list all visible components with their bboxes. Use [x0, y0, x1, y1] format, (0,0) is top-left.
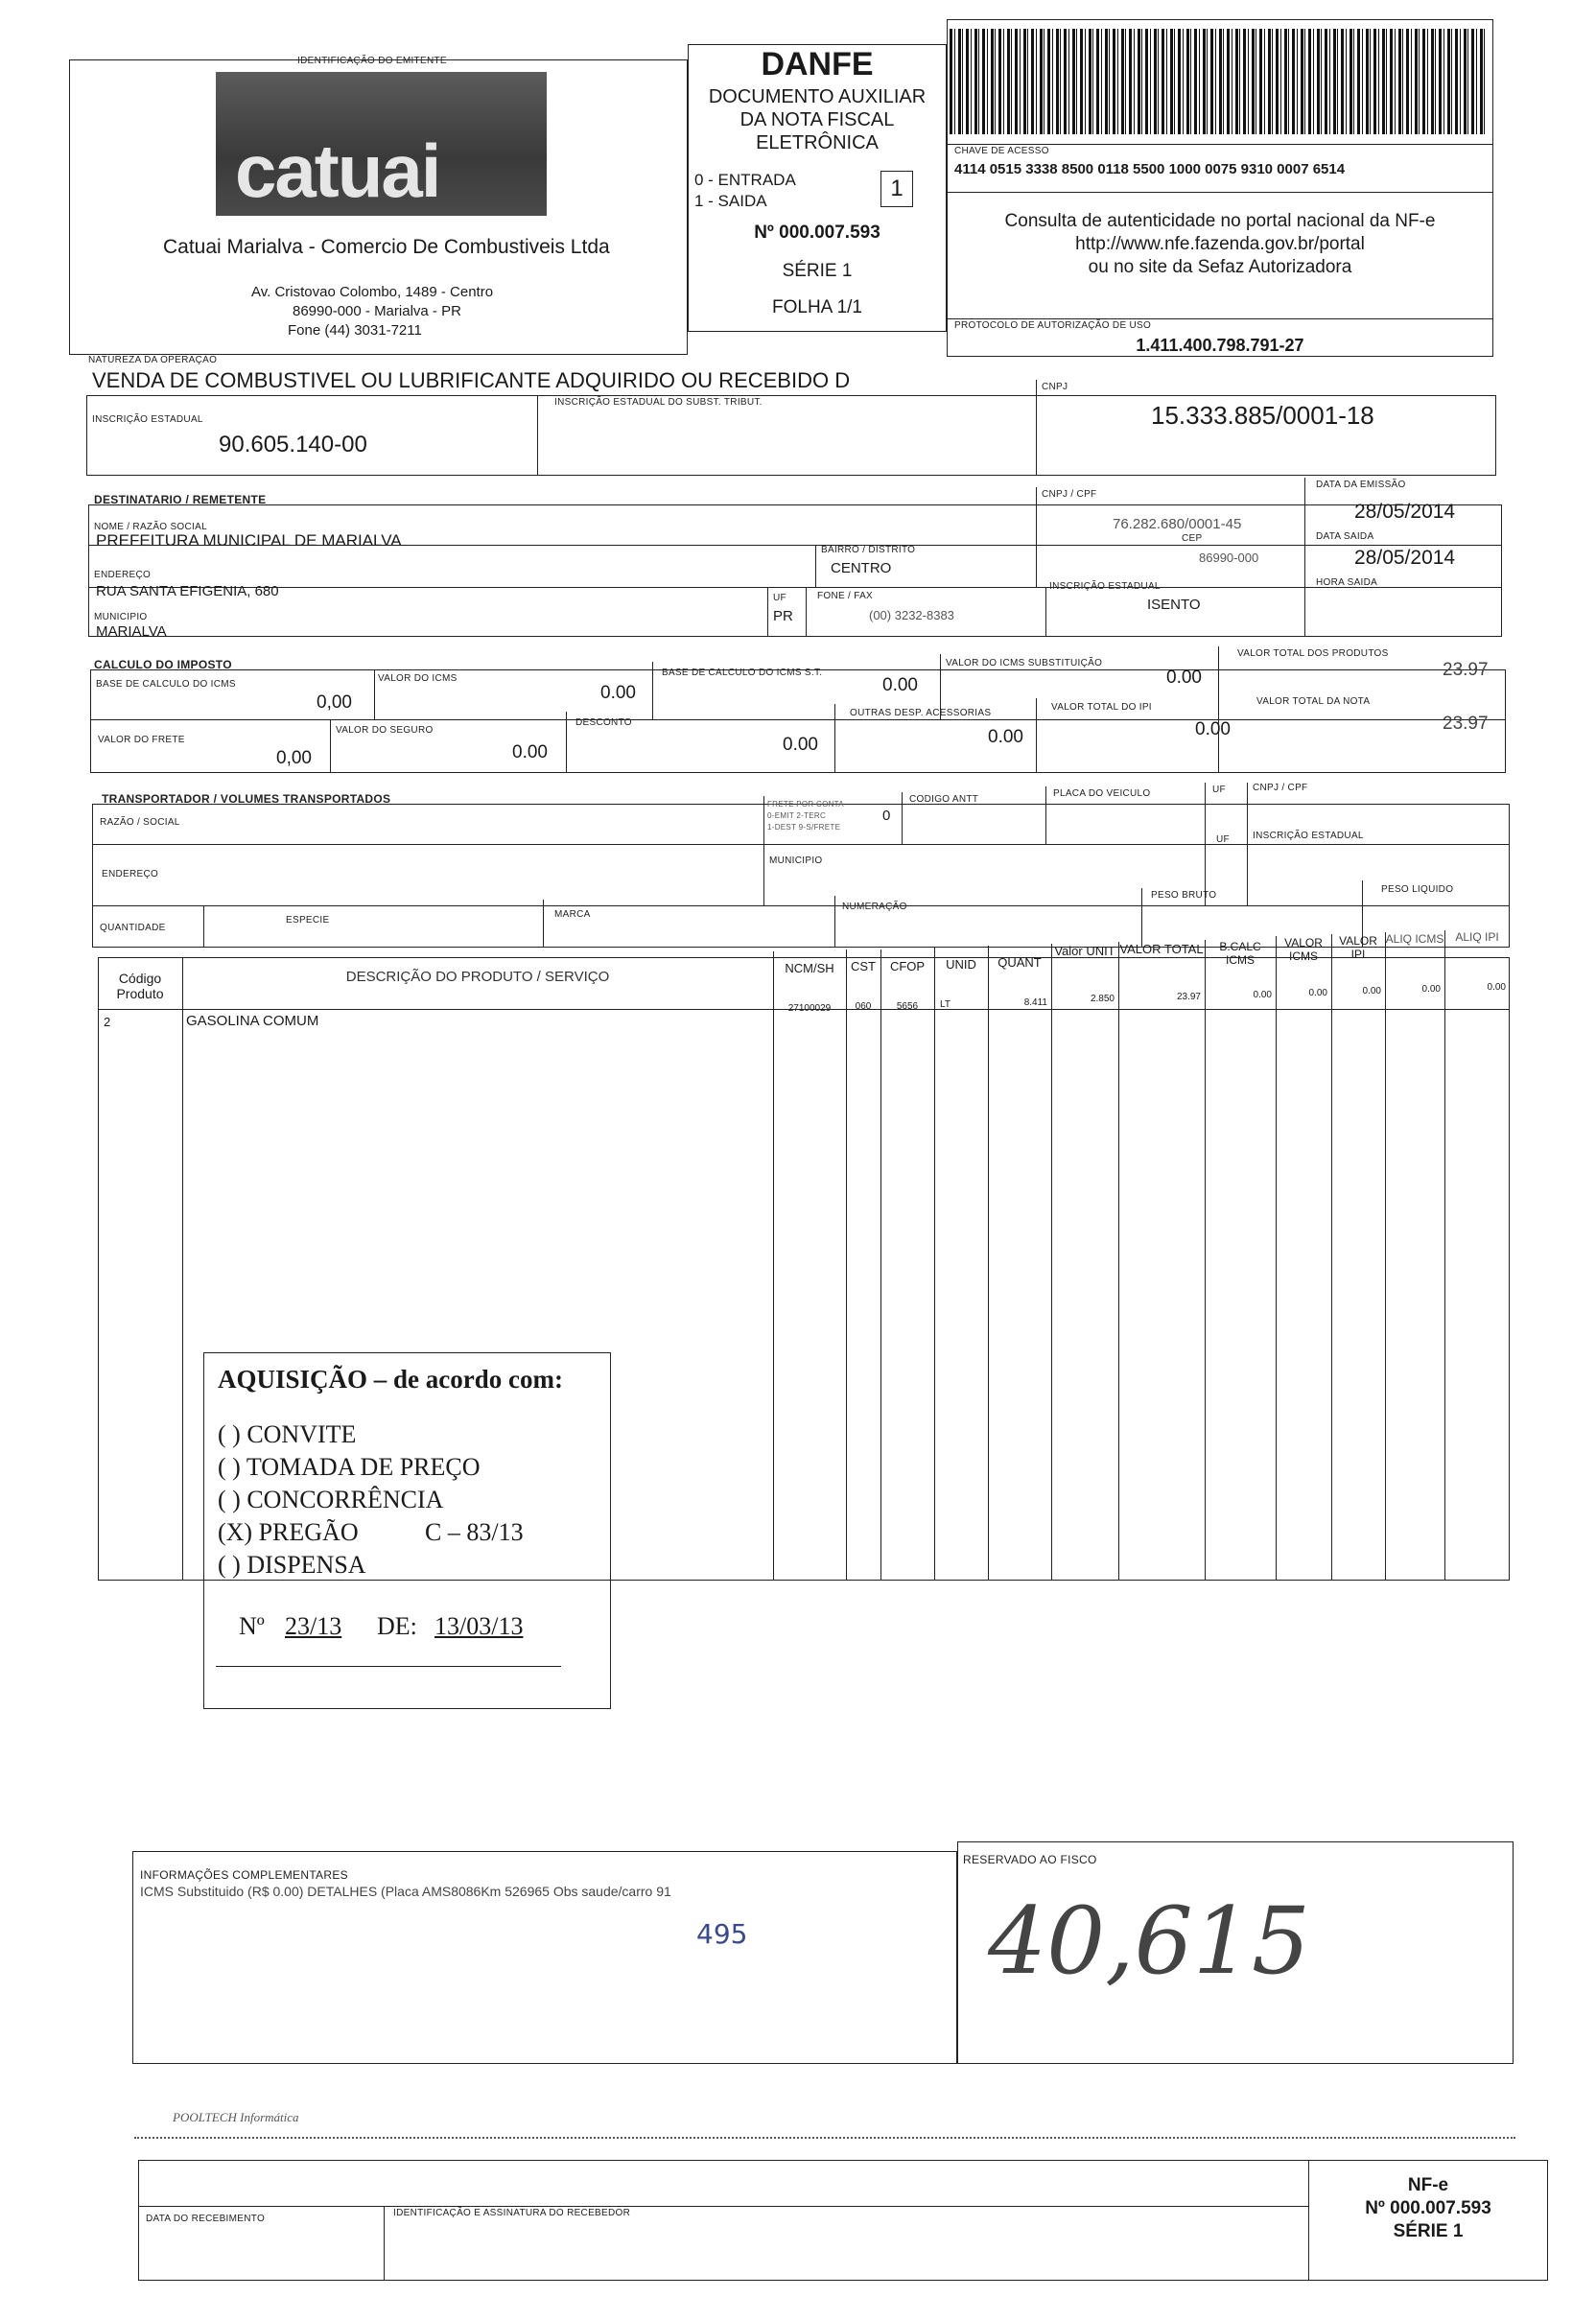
ipi: 0.00 — [1195, 719, 1231, 739]
emitente-phone: Fone (44) 3031-7211 — [288, 322, 422, 339]
dest-endereco-label: ENDEREÇO — [94, 570, 152, 580]
data-recebimento-label: DATA DO RECEBIMENTO — [146, 2214, 266, 2224]
danfe-folha: FOLHA 1/1 — [772, 297, 862, 317]
dest-emissao-label: DATA DA EMISSÃO — [1316, 480, 1406, 490]
base-st-label: BASE DE CALCULO DO ICMS S.T. — [662, 668, 823, 678]
antt-label: CODIGO ANTT — [909, 794, 979, 805]
row-descricao: GASOLINA COMUM — [186, 1013, 319, 1029]
frete-opt1: 1-DEST 9-S/FRETE — [767, 823, 841, 832]
hdr-vipi: VALOR IPI — [1339, 934, 1377, 961]
placa-label: PLACA DO VEICULO — [1053, 788, 1151, 799]
barcode-image — [950, 29, 1487, 134]
transp-cnpj-label: CNPJ / CPF — [1253, 783, 1308, 793]
ipi-label: VALOR TOTAL DO IPI — [1051, 702, 1152, 713]
logo-text: catuai — [235, 129, 440, 213]
stamp-pregao: (X) PREGÃO — [218, 1518, 359, 1546]
total-prod-label: VALOR TOTAL DOS PRODUTOS — [1237, 648, 1389, 659]
peso-bruto-label: PESO BRUTO — [1151, 890, 1217, 901]
frete-label: VALOR DO FRETE — [98, 735, 185, 745]
base-icms: 0,00 — [317, 692, 352, 713]
dest-cnpj-label: CNPJ / CPF — [1042, 489, 1097, 500]
frete-value: 0 — [882, 808, 891, 824]
danfe-title: DANFE — [761, 46, 874, 82]
emitente-label: IDENTIFICAÇÃO DO EMITENTE — [297, 56, 447, 66]
hdr-aicms: ALIQ ICMS — [1385, 932, 1444, 946]
hdr-aipi: ALIQ IPI — [1455, 930, 1499, 944]
numeracao-label: NUMERAÇÃO — [842, 902, 907, 912]
seguro: 0.00 — [512, 742, 548, 762]
dest-bairro: CENTRO — [831, 560, 892, 576]
danfe-saida: 1 - SAIDA — [694, 192, 767, 210]
total-nota-label: VALOR TOTAL DA NOTA — [1256, 696, 1371, 707]
natureza-label: NATUREZA DA OPERAÇÃO — [88, 355, 218, 365]
danfe-numero: Nº 000.007.593 — [754, 223, 880, 243]
stamp-de-label: DE: — [377, 1612, 417, 1640]
footer-brand: POOLTECH Informática — [173, 2110, 299, 2124]
stamp-tomada: ( ) TOMADA DE PREÇO — [218, 1453, 481, 1481]
hdr-cst: CST — [851, 959, 876, 973]
ident-assinatura-label: IDENTIFICAÇÃO E ASSINATURA DO RECEBEDOR — [393, 2208, 631, 2218]
frete-conta: FRETE POR CONTA — [767, 800, 844, 809]
hdr-vtotal: VALOR TOTAL — [1119, 942, 1204, 956]
cut-line — [134, 2137, 1515, 2139]
dest-nome: PREFEITURA MUNICIPAL DE MARIALVA — [96, 531, 402, 550]
danfe-subtitle1: DOCUMENTO AUXILIAR — [708, 86, 927, 107]
transp-razao-label: RAZÃO / SOCIAL — [100, 817, 180, 828]
frete: 0,00 — [276, 748, 312, 768]
total-nota: 23.97 — [1443, 714, 1489, 734]
stamp-pregao-num: C – 83/13 — [425, 1518, 524, 1546]
row-cfop: 5656 — [896, 1001, 919, 1012]
company-logo — [216, 72, 547, 216]
dest-box — [88, 504, 1502, 637]
stamp-num: 23/13 — [285, 1612, 342, 1640]
dest-endereco: RUA SANTA EFIGENIA, 680 — [96, 583, 279, 599]
consulta-line1: Consulta de autenticidade no portal nacional da NF-e — [1004, 211, 1436, 231]
danfe-subtitle3: ELETRÔNICA — [756, 132, 879, 153]
transp-uf2-label: UF — [1216, 834, 1230, 845]
total-prod: 23.97 — [1443, 660, 1489, 680]
hdr-descricao: DESCRIÇÃO DO PRODUTO / SERVIÇO — [345, 969, 610, 985]
ie-subst-label: INSCRIÇÃO ESTADUAL DO SUBST. TRIBUT. — [554, 397, 763, 408]
row-vunit: 2.850 — [1090, 994, 1115, 1004]
dest-cep: 86990-000 — [1199, 551, 1259, 565]
emitente-address2: 86990-000 - Marialva - PR — [293, 303, 461, 319]
ie-label: INSCRIÇÃO ESTADUAL — [92, 414, 203, 425]
stamp-concorrencia: ( ) CONCORRÊNCIA — [218, 1486, 444, 1513]
natureza-value: VENDA DE COMBUSTIVEL OU LUBRIFICANTE ADQUIRIDO OU RECEBIDO D — [92, 368, 851, 392]
peso-liquido-label: PESO LIQUIDO — [1381, 884, 1454, 895]
stamp-signature-line — [216, 1666, 561, 1667]
valor-st: 0.00 — [1166, 668, 1202, 688]
emit-cnpj-label: CNPJ — [1042, 382, 1068, 392]
dest-hora-label: HORA SAIDA — [1316, 577, 1378, 588]
frete-opt0: 0-EMIT 2-TERC — [767, 811, 827, 820]
dest-cnpj: 76.282.680/0001-45 — [1113, 516, 1242, 532]
stamp-date: 13/03/13 — [434, 1612, 524, 1640]
row-codigo: 2 — [104, 1015, 111, 1029]
dest-fone-label: FONE / FAX — [817, 591, 874, 601]
consulta-line2: http://www.nfe.fazenda.gov.br/portal — [1075, 234, 1365, 254]
chave-label: CHAVE DE ACESSO — [954, 146, 1049, 156]
dest-municipio-label: MUNICIPIO — [94, 612, 148, 622]
fisco-label: RESERVADO AO FISCO — [963, 1853, 1097, 1866]
dest-ie-label: INSCRIÇÃO ESTADUAL — [1049, 581, 1161, 592]
row-aicms: 0.00 — [1421, 984, 1441, 995]
hdr-ncm: NCM/SH — [785, 961, 834, 975]
danfe-tipo-box: 1 — [880, 171, 913, 207]
hdr-vicms: VALOR ICMS — [1284, 936, 1323, 963]
base-icms-label: BASE DE CALCULO DO ICMS — [96, 679, 236, 690]
valor-icms-label: VALOR DO ICMS — [378, 673, 458, 684]
row-vicms: 0.00 — [1308, 988, 1327, 998]
info-text: ICMS Substituido (R$ 0.00) DETALHES (Placa AMS8086Km 526965 Obs saude/carro 91 — [140, 1884, 671, 1899]
hdr-unid: UNID — [946, 957, 976, 972]
row-aipi: 0.00 — [1487, 982, 1506, 993]
aquisicao-stamp — [203, 1352, 611, 1709]
protocolo-label: PROTOCOLO DE AUTORIZAÇÃO DE USO — [954, 320, 1152, 331]
stamp-num-label: Nº — [239, 1612, 265, 1640]
valor-icms: 0.00 — [600, 683, 636, 703]
fisco-handwritten: 40,615 — [988, 1887, 1310, 1995]
stamp-convite: ( ) CONVITE — [218, 1420, 357, 1448]
dest-cep-label: CEP — [1182, 533, 1203, 544]
protocolo-value: 1.411.400.798.791-27 — [1136, 336, 1304, 355]
especie-label: ESPECIE — [286, 915, 330, 926]
dest-nome-label: NOME / RAZÃO SOCIAL — [94, 522, 207, 532]
consulta-line3: ou no site da Sefaz Autorizadora — [1088, 257, 1352, 277]
transp-municipio-label: MUNICIPIO — [769, 856, 823, 866]
danfe-entrada: 0 - ENTRADA — [694, 171, 796, 189]
emitente-address1: Av. Cristovao Colombo, 1489 - Centro — [251, 284, 494, 300]
outras: 0.00 — [988, 727, 1023, 747]
row-ncm: 27100029 — [787, 1003, 832, 1014]
canhoto-serie: SÉRIE 1 — [1393, 2221, 1464, 2241]
dest-fone: (00) 3232-8383 — [869, 608, 954, 622]
row-unid: LT — [940, 999, 951, 1010]
dest-municipio: MARIALVA — [96, 623, 167, 640]
hdr-cfop: CFOP — [889, 959, 926, 973]
emitente-name: Catuai Marialva - Comercio De Combustiveis Ltda — [163, 236, 610, 258]
canhoto-nfe: NF-e — [1407, 2175, 1449, 2195]
info-label: INFORMAÇÕES COMPLEMENTARES — [140, 1868, 348, 1882]
marca-label: MARCA — [554, 909, 591, 920]
row-vipi: 0.00 — [1362, 986, 1381, 996]
hdr-codigo: Código Produto — [116, 971, 164, 1001]
stamp-title: AQUISIÇÃO – de acordo com: — [218, 1365, 563, 1394]
row-bcalc: 0.00 — [1253, 990, 1272, 1000]
row-vtotal: 23.97 — [1176, 992, 1201, 1002]
canhoto-numero: Nº 000.007.593 — [1365, 2198, 1491, 2218]
transp-ie-label: INSCRIÇÃO ESTADUAL — [1253, 831, 1364, 841]
dest-ie: ISENTO — [1147, 597, 1201, 613]
valor-st-label: VALOR DO ICMS SUBSTITUIÇÃO — [946, 658, 1103, 668]
hdr-quant: QUANT — [998, 955, 1042, 970]
dest-emissao: 28/05/2014 — [1354, 501, 1456, 523]
dest-uf-label: UF — [773, 593, 786, 603]
hdr-bcalc: B.CALC ICMS — [1219, 940, 1261, 967]
quantidade-label: QUANTIDADE — [100, 923, 166, 933]
base-st: 0.00 — [882, 675, 918, 695]
dest-uf: PR — [773, 608, 793, 624]
danfe-serie: SÉRIE 1 — [782, 261, 853, 281]
desconto: 0.00 — [783, 735, 818, 755]
imposto-section: CALCULO DO IMPOSTO — [94, 658, 232, 671]
seguro-label: VALOR DO SEGURO — [336, 725, 434, 736]
desconto-label: DESCONTO — [575, 717, 632, 728]
stamp-dispensa: ( ) DISPENSA — [218, 1551, 366, 1579]
dest-section: DESTINATARIO / REMETENTE — [94, 493, 267, 506]
transp-endereco-label: ENDEREÇO — [102, 869, 159, 879]
hdr-vunit: Valor UNIT — [1054, 944, 1115, 958]
dest-bairro-label: BAIRRO / DISTRITO — [821, 545, 916, 555]
emit-cnpj-value: 15.333.885/0001-18 — [1151, 401, 1374, 430]
outras-label: OUTRAS DESP. ACESSORIAS — [850, 708, 992, 718]
transp-uf-label: UF — [1212, 785, 1226, 795]
dest-saida-label: DATA SAIDA — [1316, 531, 1374, 542]
dest-saida: 28/05/2014 — [1354, 547, 1456, 569]
info-handwritten: 495 — [696, 1918, 748, 1950]
chave-value: 4114 0515 3338 8500 0118 5500 1000 0075 9310 0007 6514 — [954, 161, 1346, 177]
row-cst: 060 — [855, 1001, 872, 1012]
danfe-subtitle2: DA NOTA FISCAL — [739, 109, 895, 130]
row-quant: 8.411 — [1023, 997, 1047, 1008]
transp-section: TRANSPORTADOR / VOLUMES TRANSPORTADOS — [102, 792, 391, 806]
ie-value: 90.605.140-00 — [219, 432, 367, 457]
